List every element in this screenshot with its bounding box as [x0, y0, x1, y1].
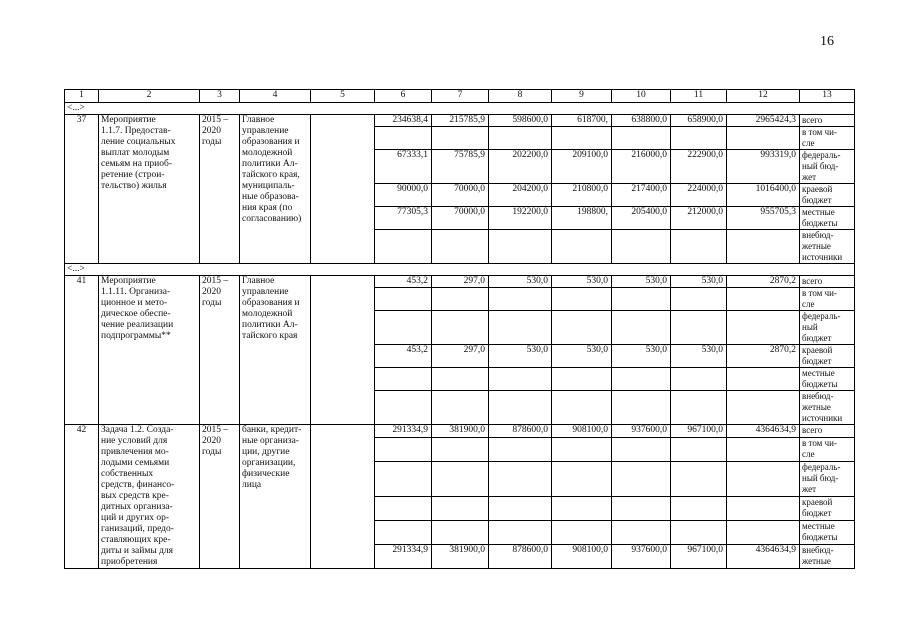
value-cell: [671, 496, 727, 520]
value-cell: [552, 461, 612, 496]
value-cell: [612, 496, 671, 520]
value-cell: 908100,0: [552, 544, 612, 568]
value-cell: 955705,3: [727, 207, 800, 230]
value-cell: [489, 127, 552, 150]
column-header-10: 10: [612, 90, 671, 103]
item-name: Задача 1.2. Созда- ние условий для привлечения мо- лодыми семьями собственных средств, финансо- вых средств кре- дитных организа- ций и других ор- ганизаций, предо- ставляющих кре- диты и займы для приобретения: [99, 425, 200, 569]
value-cell: [727, 288, 800, 311]
ellipsis-row: [65, 103, 855, 115]
value-cell: [375, 437, 432, 461]
value-cell: [375, 461, 432, 496]
value-cell: [612, 368, 671, 391]
value-cell: [489, 230, 552, 264]
value-cell: 598600,0: [489, 115, 552, 127]
value-cell: [552, 391, 612, 425]
item-executor: Главное управление образования и молодежной политики Ал- тайского края, муниципаль- ные образова- ния края (по согласованию): [240, 115, 311, 264]
value-cell: 878600,0: [489, 544, 552, 568]
value-cell: [612, 437, 671, 461]
item-period: 2015 – 2020 годы: [200, 115, 240, 264]
funding-source: местные бюджеты: [800, 368, 855, 391]
value-cell: [671, 461, 727, 496]
value-cell: 90000,0: [375, 184, 432, 207]
value-cell: [671, 311, 727, 345]
column-header-6: 6: [375, 90, 432, 103]
value-cell: 224000,0: [671, 184, 727, 207]
value-cell: 530,0: [671, 276, 727, 288]
value-cell: [552, 230, 612, 264]
value-cell: 381900,0: [432, 425, 489, 438]
table-row: [65, 115, 855, 127]
funding-source: федераль- ный бюд- жет: [800, 461, 855, 496]
value-cell: [612, 288, 671, 311]
value-cell: [489, 461, 552, 496]
value-cell: [671, 520, 727, 544]
column-header-12: 12: [727, 90, 800, 103]
value-cell: [671, 391, 727, 425]
value-cell: 908100,0: [552, 425, 612, 438]
value-cell: 453,2: [375, 276, 432, 288]
value-cell: 967100,0: [671, 544, 727, 568]
value-cell: [612, 391, 671, 425]
value-cell: 1016400,0: [727, 184, 800, 207]
value-cell: [432, 127, 489, 150]
value-cell: 212000,0: [671, 207, 727, 230]
value-cell: [432, 520, 489, 544]
value-cell: 217400,0: [612, 184, 671, 207]
funding-source: всего: [800, 276, 855, 288]
empty-cell-col5: [311, 276, 375, 425]
value-cell: [552, 496, 612, 520]
value-cell: 297,0: [432, 345, 489, 368]
funding-source: краевой бюджет: [800, 184, 855, 207]
ellipsis-cell: <...>: [65, 264, 855, 276]
value-cell: 222900,0: [671, 150, 727, 184]
funding-source: всего: [800, 425, 855, 438]
value-cell: [489, 288, 552, 311]
funding-source: в том чи- сле: [800, 288, 855, 311]
funding-source: внебюд- жетные источники: [800, 391, 855, 425]
value-cell: 618700,: [552, 115, 612, 127]
item-executor: банки, кредит- ные организа- ции, другие организации, физические лица: [240, 425, 311, 569]
value-cell: 4364634,9: [727, 544, 800, 568]
value-cell: [671, 127, 727, 150]
value-cell: 530,0: [612, 345, 671, 368]
value-cell: [489, 391, 552, 425]
funding-source: федераль- ный бюджет: [800, 311, 855, 345]
value-cell: [727, 496, 800, 520]
value-cell: 638800,0: [612, 115, 671, 127]
column-header-8: 8: [489, 90, 552, 103]
value-cell: [727, 461, 800, 496]
item-number: 42: [65, 425, 99, 569]
value-cell: 530,0: [552, 345, 612, 368]
value-cell: [489, 520, 552, 544]
value-cell: [612, 311, 671, 345]
value-cell: 530,0: [489, 345, 552, 368]
value-cell: [375, 311, 432, 345]
item-executor: Главное управление образования и молодежной политики Ал- тайского края: [240, 276, 311, 425]
value-cell: 205400,0: [612, 207, 671, 230]
value-cell: 215785,9: [432, 115, 489, 127]
value-cell: 70000,0: [432, 207, 489, 230]
value-cell: 192200,0: [489, 207, 552, 230]
value-cell: [375, 230, 432, 264]
value-cell: [612, 461, 671, 496]
value-cell: [552, 288, 612, 311]
value-cell: [727, 368, 800, 391]
column-header-3: 3: [200, 90, 240, 103]
value-cell: 453,2: [375, 345, 432, 368]
funding-source: краевой бюджет: [800, 345, 855, 368]
value-cell: [489, 437, 552, 461]
value-cell: [489, 368, 552, 391]
value-cell: 297,0: [432, 276, 489, 288]
value-cell: 530,0: [671, 345, 727, 368]
value-cell: [432, 230, 489, 264]
value-cell: 658900,0: [671, 115, 727, 127]
funding-source: внебюд- жетные: [800, 544, 855, 568]
column-header-13: 13: [800, 90, 855, 103]
column-header-4: 4: [240, 90, 311, 103]
value-cell: 204200,0: [489, 184, 552, 207]
value-cell: 70000,0: [432, 184, 489, 207]
value-cell: 234638,4: [375, 115, 432, 127]
value-cell: [612, 520, 671, 544]
value-cell: [612, 127, 671, 150]
value-cell: 291334,9: [375, 544, 432, 568]
value-cell: 216000,0: [612, 150, 671, 184]
value-cell: 2870,2: [727, 345, 800, 368]
value-cell: [375, 496, 432, 520]
value-cell: [489, 311, 552, 345]
value-cell: [375, 520, 432, 544]
table-row: [65, 425, 855, 438]
column-header-1: 1: [65, 90, 99, 103]
value-cell: 198800,: [552, 207, 612, 230]
value-cell: 878600,0: [489, 425, 552, 438]
column-header-5: 5: [311, 90, 375, 103]
value-cell: 291334,9: [375, 425, 432, 438]
column-header-7: 7: [432, 90, 489, 103]
value-cell: 77305,3: [375, 207, 432, 230]
value-cell: [552, 437, 612, 461]
value-cell: [432, 391, 489, 425]
value-cell: [671, 288, 727, 311]
value-cell: 210800,0: [552, 184, 612, 207]
value-cell: 530,0: [612, 276, 671, 288]
value-cell: [375, 391, 432, 425]
value-cell: [432, 496, 489, 520]
column-header-2: 2: [99, 90, 200, 103]
value-cell: [727, 391, 800, 425]
value-cell: [727, 437, 800, 461]
value-cell: [432, 311, 489, 345]
empty-cell-col5: [311, 425, 375, 569]
value-cell: [432, 461, 489, 496]
empty-cell-col5: [311, 115, 375, 264]
value-cell: 75785,9: [432, 150, 489, 184]
funding-source: в том чи- сле: [800, 127, 855, 150]
value-cell: [671, 437, 727, 461]
value-cell: [552, 520, 612, 544]
column-header-9: 9: [552, 90, 612, 103]
page-number: 16: [820, 34, 834, 49]
value-cell: 2870,2: [727, 276, 800, 288]
value-cell: 937600,0: [612, 544, 671, 568]
item-number: 41: [65, 276, 99, 425]
value-cell: [375, 127, 432, 150]
value-cell: [432, 437, 489, 461]
funding-source: местные бюджеты: [800, 207, 855, 230]
value-cell: [552, 311, 612, 345]
funding-source: внебюд- жетные источники: [800, 230, 855, 264]
value-cell: 937600,0: [612, 425, 671, 438]
value-cell: 2965424,3: [727, 115, 800, 127]
ellipsis-cell: <...>: [65, 103, 855, 115]
value-cell: [671, 368, 727, 391]
value-cell: [552, 127, 612, 150]
item-name: Мероприятие 1.1.7. Предостав- ление социальных выплат молодым семьям на приоб- ретение (строи- тельство) жилья: [99, 115, 200, 264]
ellipsis-row: [65, 264, 855, 276]
funding-table: [64, 89, 855, 569]
value-cell: 381900,0: [432, 544, 489, 568]
value-cell: [375, 368, 432, 391]
item-period: 2015 – 2020 годы: [200, 425, 240, 569]
value-cell: 202200,0: [489, 150, 552, 184]
value-cell: 993319,0: [727, 150, 800, 184]
item-number: 37: [65, 115, 99, 264]
value-cell: 530,0: [552, 276, 612, 288]
column-header-11: 11: [671, 90, 727, 103]
value-cell: [432, 368, 489, 391]
value-cell: [727, 127, 800, 150]
value-cell: 209100,0: [552, 150, 612, 184]
value-cell: [375, 288, 432, 311]
funding-source: федераль- ный бюд- жет: [800, 150, 855, 184]
value-cell: [727, 311, 800, 345]
value-cell: 4364634,9: [727, 425, 800, 438]
value-cell: [432, 288, 489, 311]
item-name: Мероприятие 1.1.11. Организа- ционное и мето- дическое обеспе- чение реализации подпрограммы**: [99, 276, 200, 425]
item-period: 2015 – 2020 годы: [200, 276, 240, 425]
value-cell: [727, 230, 800, 264]
value-cell: [612, 230, 671, 264]
value-cell: 67333,1: [375, 150, 432, 184]
value-cell: [489, 496, 552, 520]
value-cell: 967100,0: [671, 425, 727, 438]
funding-source: всего: [800, 115, 855, 127]
value-cell: 530,0: [489, 276, 552, 288]
value-cell: [671, 230, 727, 264]
value-cell: [552, 368, 612, 391]
header-row: [65, 90, 855, 103]
value-cell: [727, 520, 800, 544]
funding-source: в том чи- сле: [800, 437, 855, 461]
funding-source: краевой бюджет: [800, 496, 855, 520]
table-row: [65, 276, 855, 288]
funding-source: местные бюджеты: [800, 520, 855, 544]
